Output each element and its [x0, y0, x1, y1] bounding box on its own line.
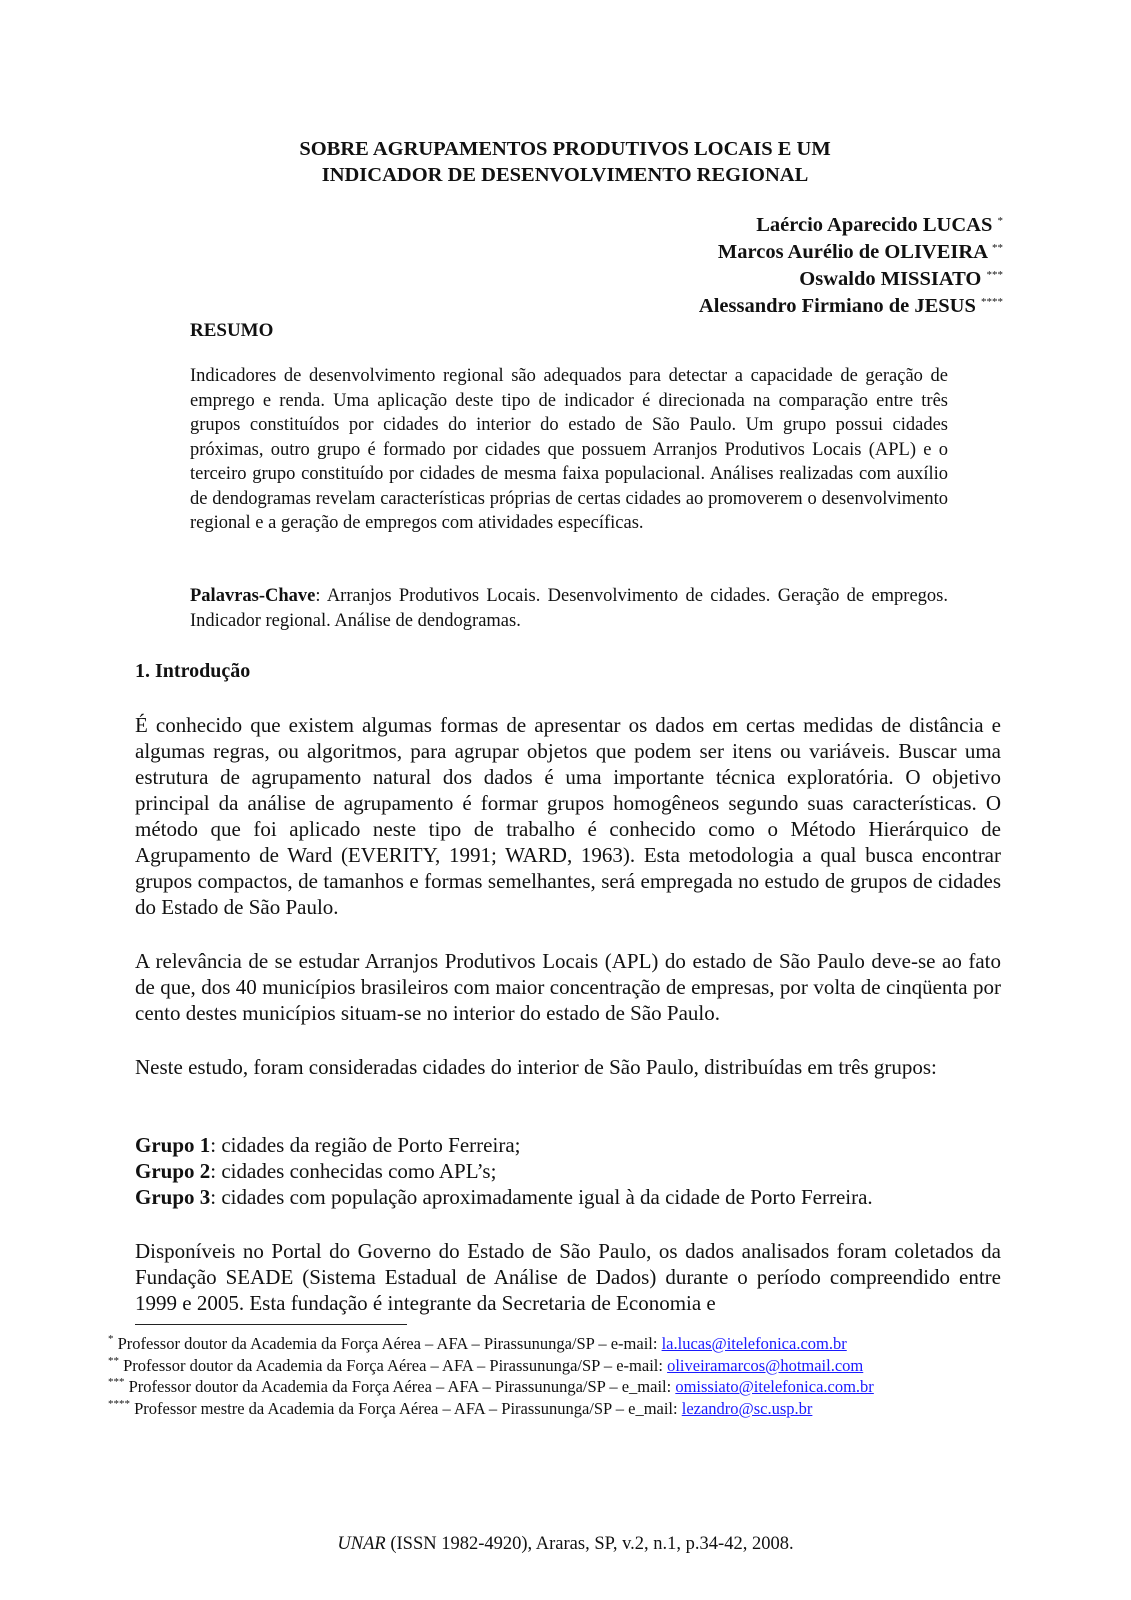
- list-item: [135, 1132, 1001, 1158]
- footnote: [108, 1398, 874, 1420]
- footnote-text: Professor doutor da Academia da Força Aérea – AFA – Pirassununga/SP – e-mail:: [119, 1355, 668, 1375]
- title-line-2: INDICADOR DE DESENVOLVIMENTO REGIONAL: [321, 164, 809, 186]
- author: [699, 212, 1003, 239]
- footnotes: [108, 1333, 874, 1419]
- list-item: [135, 1184, 1001, 1210]
- author-footnote-mark: *: [997, 215, 1003, 227]
- abstract-text: Indicadores de desenvolvimento regional são adequados para detectar a capacidade de geração de emprego e renda. Uma aplicação deste tipo de indicador é direcionada na comparação entre três grupos constituídos por cidades do interior do estado de São Paulo. Um grupo possui cidades próximas, outro grupo é formado por cidades que possuem Arranjos Produtivos Locais (APL) e o terceiro grupo constituído por cidades de mesma faixa populacional. Análises realizadas com auxílio de dendogramas revelam características próprias de certas cidades ao promoverem o desenvolvimento regional e a geração de empregos com atividades específicas.: [190, 366, 948, 533]
- author-footnote-mark: **: [992, 242, 1003, 254]
- footnote-divider: [135, 1324, 407, 1325]
- author-name: Oswaldo MISSIATO: [799, 268, 982, 290]
- group-text: : cidades conhecidas como APL’s;: [210, 1159, 497, 1183]
- list-item: [135, 1158, 1001, 1184]
- author-footnote-mark: ***: [986, 269, 1003, 281]
- footnote: [108, 1355, 874, 1377]
- keywords-label: Palavras-Chave: [190, 586, 316, 606]
- abstract-heading: RESUMO: [190, 320, 274, 341]
- keywords: [190, 584, 948, 633]
- title-line-1: SOBRE AGRUPAMENTOS PRODUTIVOS LOCAIS E UM: [299, 138, 831, 160]
- footnote-text: Professor doutor da Academia da Força Aérea – AFA – Pirassununga/SP – e_mail:: [124, 1377, 676, 1396]
- paragraph: Neste estudo, foram consideradas cidades do interior de São Paulo, distribuídas em três grupos:: [135, 1055, 937, 1079]
- footnote-text: Professor mestre da Academia da Força Aérea – AFA – Pirassununga/SP – e_mail:: [130, 1398, 682, 1418]
- paragraph: A relevância de se estudar Arranjos Produtivos Locais (APL) do estado de São Paulo deve-se ao fato de que, dos 40 municípios brasileiros com maior concentração de empresas, por volta de cinqüenta por cento destes municípios situam-se no interior do estado de São Paulo.: [135, 949, 1001, 1025]
- footnote-mark: ***: [108, 1376, 125, 1388]
- section-heading: 1. Introdução: [135, 660, 251, 682]
- paper-title: [150, 136, 980, 188]
- footnote-mark: ****: [108, 1397, 130, 1410]
- journal-name: UNAR: [337, 1534, 386, 1554]
- group-label: Grupo 3: [135, 1185, 211, 1209]
- author: [699, 239, 1003, 266]
- author-list: [699, 212, 1003, 320]
- footnote-text: Professor doutor da Academia da Força Aérea – AFA – Pirassununga/SP – e-mail:: [113, 1334, 662, 1353]
- footnote-mark: *: [108, 1333, 114, 1345]
- group-text: : cidades com população aproximadamente igual à da cidade de Porto Ferreira.: [210, 1185, 873, 1209]
- author-footnote-mark: ****: [981, 296, 1003, 308]
- group-list: [135, 1132, 1001, 1210]
- page-footer: [0, 1534, 1131, 1555]
- keywords-text: : Arranjos Produtivos Locais. Desenvolvimento de cidades. Geração de empregos. Indicador regional. Análise de dendogramas.: [190, 586, 948, 631]
- group-text: : cidades da região de Porto Ferreira;: [210, 1133, 521, 1157]
- footnote: [108, 1376, 874, 1398]
- author-name: Marcos Aurélio de OLIVEIRA: [717, 241, 987, 263]
- email-link[interactable]: la.lucas@itelefonica.com.br: [661, 1334, 847, 1353]
- paragraph: É conhecido que existem algumas formas de apresentar os dados em certas medidas de distância e algumas regras, ou algoritmos, para agrupar objetos que podem ser itens ou variáveis. Buscar uma estrutura de agrupamento natural dos dados é uma importante técnica exploratória. O objetivo principal da análise de agrupamento é formar grupos homogêneos segundo suas características. O método que foi aplicado neste tipo de trabalho é conhecido como o Método Hierárquico de Agrupamento de Ward (EVERITY, 1991; WARD, 1963). Esta metodologia a qual busca encontrar grupos compactos, de tamanhos e formas semelhantes, será empregada no estudo de grupos de cidades do Estado de São Paulo.: [135, 713, 1001, 919]
- paragraph: Disponíveis no Portal do Governo do Estado de São Paulo, os dados analisados foram coletados da Fundação SEADE (Sistema Estadual de Análise de Dados) durante o período compreendido entre 1999 e 2005. Esta fundação é integrante da Secretaria de Economia e: [135, 1239, 1001, 1315]
- group-label: Grupo 1: [135, 1133, 211, 1157]
- citation-details: (ISSN 1982-4920), Araras, SP, v.2, n.1, p.34-42, 2008.: [385, 1534, 794, 1554]
- author: [699, 266, 1003, 293]
- email-link[interactable]: omissiato@itelefonica.com.br: [675, 1377, 874, 1396]
- author-name: Laércio Aparecido LUCAS: [756, 214, 993, 236]
- author-name: Alessandro Firmiano de JESUS: [698, 295, 976, 317]
- email-link[interactable]: lezandro@sc.usp.br: [681, 1398, 813, 1418]
- email-link[interactable]: oliveiramarcos@hotmail.com: [667, 1355, 864, 1375]
- group-label: Grupo 2: [135, 1159, 211, 1183]
- footnote-mark: **: [108, 1354, 119, 1367]
- footnote: [108, 1333, 874, 1355]
- author: [699, 293, 1003, 320]
